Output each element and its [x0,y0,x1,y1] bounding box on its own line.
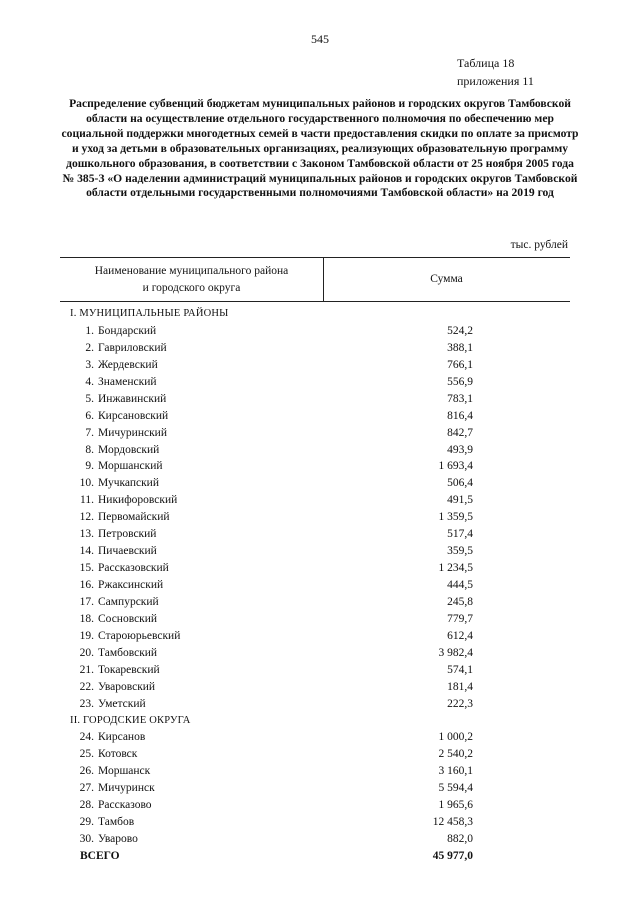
table-row [0,509,640,526]
row-value: 491,5 [447,494,473,507]
row-value: 359,5 [447,545,473,558]
table-row [0,492,640,509]
row-name-cell [74,628,180,645]
row-name-cell [74,831,138,848]
row-name-cell [74,679,155,696]
table-row [0,458,640,475]
table-row [0,543,640,560]
row-label: Мичуринский [98,426,167,439]
row-number: 30. [79,833,94,846]
table-row [0,408,640,425]
row-name-cell [74,458,163,475]
table-reference-line2: приложения 11 [457,74,534,88]
row-number: 12. [79,511,94,524]
section-heading-districts [0,306,640,323]
row-label: Сосновский [98,612,158,625]
row-value: 816,4 [447,409,473,422]
table-row [0,763,640,780]
row-name-cell [74,662,160,679]
row-label: Гавриловский [98,341,167,354]
row-number: 1. [85,324,94,337]
table-row [0,560,640,577]
row-value: 1 693,4 [438,460,473,473]
row-value: 517,4 [447,528,473,541]
row-value: 506,4 [447,477,473,490]
row-name-cell [74,374,157,391]
row-value: 493,9 [447,443,473,456]
row-name-cell [74,696,146,713]
row-number: 2. [85,341,94,354]
row-name-cell [74,577,163,594]
table-row [0,814,640,831]
table-row [0,662,640,679]
row-number: 18. [79,612,94,625]
row-label: Кирсанов [98,731,146,744]
row-label: Кирсановский [98,409,169,422]
row-value: 3 160,1 [438,765,473,778]
row-value: 779,7 [447,612,473,625]
row-label: Тамбовский [98,646,158,659]
row-number: 28. [79,799,94,812]
row-label: Никифоровский [98,494,178,507]
table-row [0,526,640,543]
row-value: 1 234,5 [438,562,473,575]
document-title: Распределение субвенций бюджетам муниципальных районов и городских округов Тамбовской области на осуществление отдельного государственного полномочия по обеспечению мер социальной поддержки многодетных семей в части предоставления скидки по оплате за присмотр и уход за детьми в образовательных организациях, реализующих образовательную программу дошкольного образования, в соответствии с Законом Тамбовской области от 25 ноября 2005 года № 385-З «О наделении администраций муниципальных районов и городских округов Тамбовской области отдельными государственными полномочиями Тамбовской области» на 2019 год [61,97,579,200]
table-row [0,780,640,797]
row-name-cell [74,729,145,746]
row-number: 15. [79,562,94,575]
row-number: 23. [79,697,94,710]
row-value: 612,4 [447,629,473,642]
row-number: 24. [79,731,94,744]
table-reference-line1: Таблица 18 [457,56,515,70]
row-number: 29. [79,816,94,829]
districts-list [0,323,640,713]
row-label: Рассказовский [98,562,169,575]
row-value: 1 359,5 [438,511,473,524]
column-header-name [60,263,323,297]
row-name-cell [74,780,155,797]
table-row [0,611,640,628]
row-label: Уметский [98,697,146,710]
row-number: 5. [85,392,94,405]
header-bottom-border [60,301,570,302]
row-name-cell [74,425,167,442]
row-label: Мичуринск [98,782,155,795]
table-row [0,442,640,459]
row-label: Мордовский [98,443,160,456]
row-label: Знаменский [98,375,157,388]
table-row [0,475,640,492]
row-name-cell [74,408,168,425]
row-label: Пичаевский [98,545,157,558]
row-name-cell [74,543,157,560]
row-label: Петровский [98,528,157,541]
row-name-cell [74,560,169,577]
total-value: 45 977,0 [432,850,473,862]
row-value: 181,4 [447,680,473,693]
row-number: 25. [79,748,94,761]
row-name-cell [74,357,158,374]
row-number: 8. [85,443,94,456]
table-row [0,628,640,645]
row-label: Первомайский [98,511,170,524]
row-value: 444,5 [447,579,473,591]
row-name-cell [74,746,137,763]
row-name-cell [74,611,157,628]
row-number: 13. [79,528,94,541]
row-name-cell [74,442,159,459]
row-name-cell [74,797,152,814]
section-heading-cities [0,713,640,730]
row-value: 3 982,4 [438,646,473,659]
row-name-cell [74,763,150,780]
column-header-sum: Сумма [430,273,463,285]
row-name-cell [74,814,134,831]
table-row [0,323,640,340]
table-row [0,577,640,594]
row-value: 766,1 [447,358,473,371]
table-row [0,425,640,442]
row-value: 783,1 [447,392,473,405]
column-header-name-line2: и городского округа [142,282,241,294]
cities-list [0,729,640,848]
row-name-cell [74,391,166,408]
row-name-cell [74,526,156,543]
row-label: Мучкапский [98,477,159,490]
row-label: Уваровский [98,680,156,693]
table-body [0,306,640,865]
row-number: 17. [79,595,94,608]
units-label: тыс. рублей [510,239,568,251]
row-value: 388,1 [447,341,473,354]
table-row [0,679,640,696]
row-label: Инжавинский [98,392,167,405]
row-number: 6. [85,409,94,422]
row-label: Уварово [98,833,138,846]
row-label: Староюрьевский [98,629,181,642]
row-name-cell [74,509,170,526]
table-row [0,340,640,357]
table-row [0,374,640,391]
row-number: 20. [79,646,94,659]
table-row [0,357,640,374]
table-top-border [60,257,570,258]
table-row [0,391,640,408]
row-value: 842,7 [447,426,473,439]
row-number: 10. [79,477,94,490]
row-label: Токаревский [98,663,160,676]
row-number: 26. [79,765,94,778]
row-value: 574,1 [447,663,473,676]
row-name-cell [74,594,159,611]
row-number: 16. [79,579,94,591]
row-name-cell [74,340,167,357]
row-value: 882,0 [447,833,473,846]
total-row [0,848,640,865]
row-number: 14. [79,545,94,558]
row-value: 2 540,2 [438,748,473,761]
row-number: 22. [79,680,94,693]
row-number: 19. [79,629,94,642]
row-number: 4. [85,375,94,388]
row-value: 5 594,4 [438,782,473,795]
total-label: ВСЕГО [80,850,120,862]
row-value: 222,3 [447,697,473,710]
row-value: 556,9 [447,375,473,388]
table-reference [457,54,534,90]
row-name-cell [74,492,177,509]
table-row [0,594,640,611]
table-row [0,729,640,746]
row-value: 524,2 [447,324,473,337]
row-number: 3. [85,358,94,371]
row-name-cell [74,475,159,492]
page-number: 545 [311,32,329,46]
row-number: 21. [79,663,94,676]
row-label: Тамбов [98,816,135,829]
table-row [0,645,640,662]
row-label: Ржаксинский [98,579,164,591]
row-name-cell [74,323,156,340]
row-label: Жердевский [98,358,158,371]
section-title: II. ГОРОДСКИЕ ОКРУГА [70,714,191,726]
row-number: 9. [85,460,94,473]
row-label: Моршанский [98,460,163,473]
row-number: 27. [79,782,94,795]
row-label: Моршанск [98,765,151,778]
table-row [0,746,640,763]
row-value: 245,8 [447,595,473,608]
row-label: Бондарский [98,324,157,337]
row-name-cell [74,645,157,662]
row-value: 1 000,2 [438,731,473,744]
row-label: Рассказово [98,799,152,812]
row-label: Сампурский [98,595,159,608]
section-title: I. МУНИЦИПАЛЬНЫЕ РАЙОНЫ [70,308,229,319]
row-number: 7. [85,426,94,439]
row-value: 1 965,6 [438,799,473,812]
row-value: 12 458,3 [432,816,473,829]
table-row [0,797,640,814]
table-row [0,831,640,848]
column-header-name-line1: Наименование муниципального района [94,265,289,277]
row-label: Котовск [98,748,138,761]
row-number: 11. [80,494,94,507]
table-row [0,696,640,713]
